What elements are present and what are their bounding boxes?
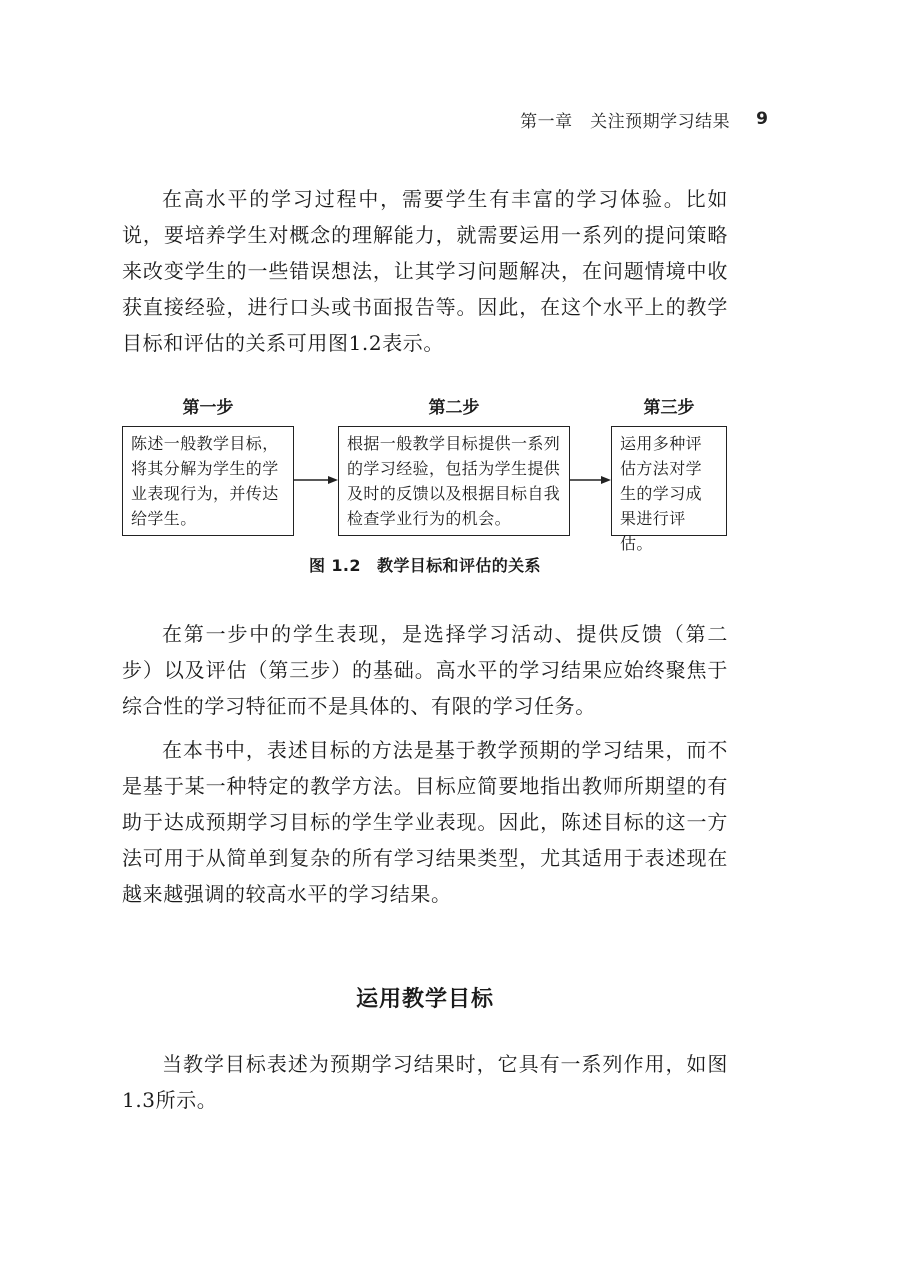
figure-caption: [122, 553, 728, 576]
figure-number: 图 1.2: [309, 556, 361, 575]
paragraph-1: 在高水平的学习过程中，需要学生有丰富的学习体验。比如说，要培养学生对概念的理解能力，就需要运用一系列的提问策略来改变学生的一些错误想法，让其学习问题解决，在问题情境中收获直接经验，进行口头或书面报告等。因此，在这个水平上的教学目标和评估的关系可用图1.2表示。: [122, 187, 728, 355]
arrow-right-icon: [294, 470, 338, 490]
step-2-box: 根据一般教学目标提供一系列的学习经验，包括为学生提供及时的反馈以及根据目标自我检查学业行为的机会。: [338, 426, 570, 536]
step-1-label: 第一步: [182, 398, 234, 418]
step-3-label: 第三步: [643, 398, 695, 418]
section-heading: 运用教学目标: [355, 987, 494, 1012]
step-1-box: 陈述一般教学目标，将其分解为学生的学业表现行为，并传达给学生。: [122, 426, 294, 536]
step-3-box: 运用多种评估方法对学生的学习成果进行评估。: [611, 426, 727, 536]
page-number: 9: [756, 109, 768, 129]
paragraph-3: 在本书中，表述目标的方法是基于教学预期的学习结果，而不是基于某一种特定的教学方法。目标应简要地指出教师所期望的有助于达成预期学习目标的学生学业表现。因此，陈述目标的这一方法可用于从简单到复杂的所有学习结果类型，尤其适用于表述现在越来越强调的较高水平的学习结果。: [122, 738, 728, 906]
arrow-right-icon: [570, 470, 611, 490]
figure-title: 教学目标和评估的关系: [376, 556, 541, 575]
chapter-title: 第一章 关注预期学习结果: [520, 111, 731, 132]
step-2-label: 第二步: [428, 398, 480, 418]
paragraph-2: 在第一步中的学生表现，是选择学习活动、提供反馈（第二步）以及评估（第三步）的基础。高水平的学习结果应始终聚焦于综合性的学习特征而不是具体的、有限的学习任务。: [122, 622, 728, 718]
paragraph-4: 当教学目标表述为预期学习结果时，它具有一系列作用，如图1.3所示。: [122, 1052, 728, 1112]
running-header: [122, 106, 768, 132]
